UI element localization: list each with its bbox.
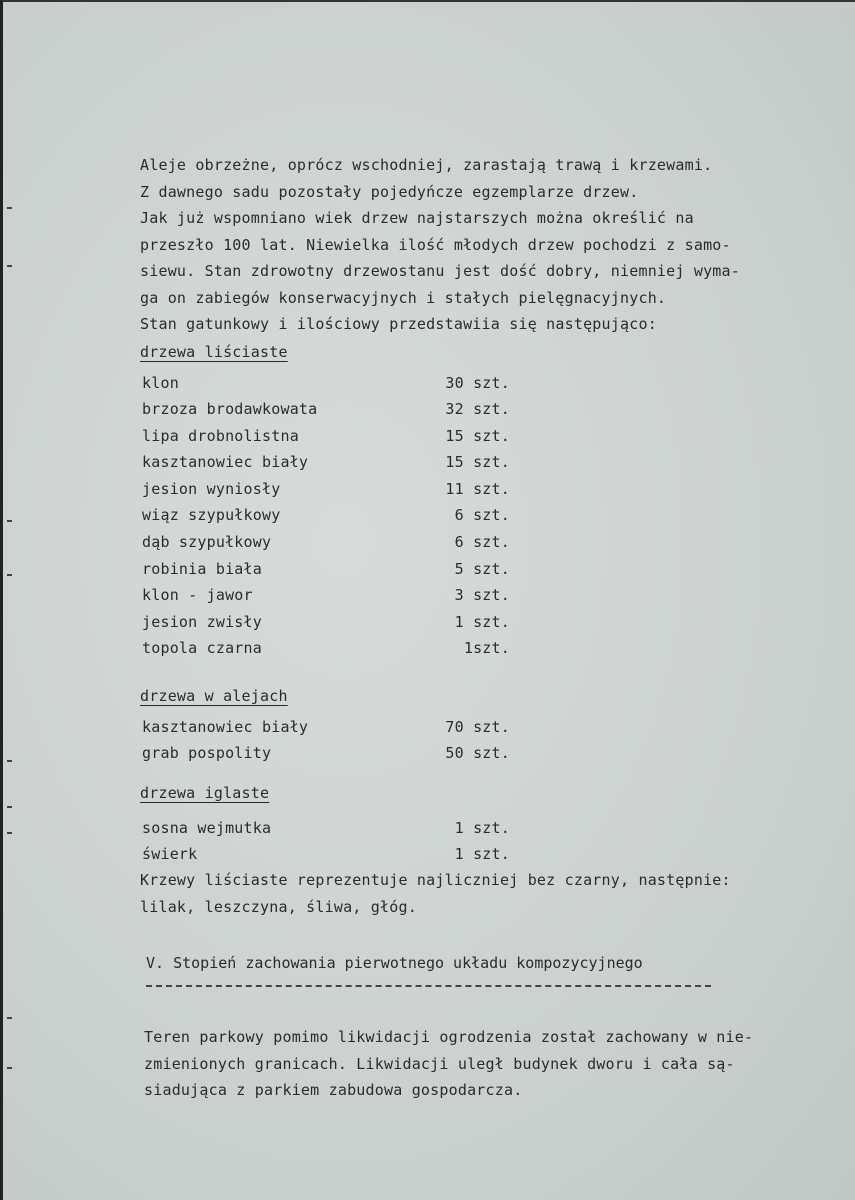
tree-name: lipa drobnolistna xyxy=(142,426,299,445)
text-line: lilak, leszczyna, śliwa, głóg. xyxy=(140,897,417,916)
list-item xyxy=(140,556,820,583)
conifers-heading: drzewa iglaste xyxy=(140,784,270,802)
tree-name: brzoza brodawkowata xyxy=(142,400,318,419)
list-item xyxy=(140,529,820,556)
margin-mark xyxy=(7,1067,12,1069)
tree-quantity: 1 szt. xyxy=(454,845,510,864)
text-line: Jak już wspomniano wiek drzew najstarszych można określić na xyxy=(140,209,694,227)
tree-name: dąb szypułkowy xyxy=(142,533,272,552)
list-item xyxy=(140,714,820,741)
tree-name: grab pospolity xyxy=(142,744,272,763)
tree-quantity: 15 szt. xyxy=(445,453,510,472)
tree-name: jesion wyniosły xyxy=(142,479,281,498)
tree-name: jesion zwisły xyxy=(142,612,262,631)
list-item xyxy=(140,841,820,868)
margin-mark xyxy=(7,832,12,834)
avenue-heading: drzewa w alejach xyxy=(140,687,288,705)
tree-quantity: 5 szt. xyxy=(454,559,510,578)
deciduous-section xyxy=(140,339,820,662)
list-item xyxy=(140,370,820,397)
list-item xyxy=(140,476,820,503)
tree-quantity: 6 szt. xyxy=(454,506,510,525)
text-line: zmienionych granicach. Likwidacji uległ budynek dworu i cała są- xyxy=(144,1054,735,1073)
tree-name: wiąz szypułkowy xyxy=(142,506,281,525)
tree-quantity: 15 szt. xyxy=(445,426,510,445)
tree-name: kasztanowiec biały xyxy=(142,453,309,472)
tree-quantity: 70 szt. xyxy=(445,717,510,736)
tree-name: topola czarna xyxy=(142,639,262,658)
section-v-underline xyxy=(146,985,711,987)
margin-mark xyxy=(7,760,12,762)
text-line: Krzewy liściaste reprezentuje najliczniej bez czarny, następnie: xyxy=(140,871,731,889)
tree-quantity: 32 szt. xyxy=(445,400,510,419)
list-item xyxy=(140,815,820,842)
margin-mark xyxy=(7,520,12,522)
conifers-section xyxy=(140,780,820,868)
section-v-title: V. Stopień zachowania pierwotnego układu kompozycyjnego xyxy=(146,954,643,972)
text-line: Aleje obrzeżne, oprócz wschodniej, zarastają trawą i krzewami. xyxy=(140,156,713,174)
avenue-section xyxy=(140,683,820,767)
tree-name: klon - jawor xyxy=(142,586,253,605)
text-line: Teren parkowy pomimo likwidacji ogrodzenia został zachowany w nie- xyxy=(144,1028,754,1046)
list-item xyxy=(140,449,820,476)
list-item xyxy=(140,635,820,662)
tree-name: klon xyxy=(142,373,179,392)
margin-mark xyxy=(7,207,12,209)
list-item xyxy=(140,609,820,636)
tree-quantity: 50 szt. xyxy=(445,744,510,763)
text-line: siadująca z parkiem zabudowa gospodarcza. xyxy=(144,1081,523,1099)
shrubs-paragraph xyxy=(140,867,820,920)
text-line: siewu. Stan zdrowotny drzewostanu jest dość dobry, niemniej wyma- xyxy=(140,262,740,280)
list-item xyxy=(140,423,820,450)
text-line: Z dawnego sadu pozostały pojedyńcze egzemplarze drzew. xyxy=(140,182,639,201)
tree-quantity: 1 szt. xyxy=(454,818,510,837)
tree-quantity: 3 szt. xyxy=(454,586,510,605)
tree-name: świerk xyxy=(142,845,198,864)
margin-mark xyxy=(7,265,12,267)
tree-name: sosna wejmutka xyxy=(142,818,272,837)
margin-mark xyxy=(7,1017,12,1019)
list-item xyxy=(140,582,820,609)
list-item xyxy=(140,396,820,423)
tree-name: kasztanowiec biały xyxy=(142,717,309,736)
list-item xyxy=(140,740,820,767)
text-line: przeszło 100 lat. Niewielka ilość młodych drzew pochodzi z samo- xyxy=(140,235,731,254)
closing-paragraph xyxy=(144,1024,824,1104)
list-item xyxy=(140,502,820,529)
text-line: ga on zabiegów konserwacyjnych i stałych pielęgnacyjnych. xyxy=(140,288,667,307)
intro-paragraph xyxy=(140,152,820,338)
margin-mark xyxy=(7,806,12,808)
tree-name: robinia biała xyxy=(142,559,262,578)
tree-quantity: 6 szt. xyxy=(454,533,510,552)
tree-quantity: 1 szt. xyxy=(454,612,510,631)
tree-quantity: 1szt. xyxy=(463,639,510,658)
tree-quantity: 11 szt. xyxy=(445,479,510,498)
deciduous-heading: drzewa liściaste xyxy=(140,343,288,361)
tree-quantity: 30 szt. xyxy=(445,373,510,392)
text-line: Stan gatunkowy i ilościowy przedstawiia się następująco: xyxy=(140,315,657,333)
margin-mark xyxy=(7,574,12,576)
